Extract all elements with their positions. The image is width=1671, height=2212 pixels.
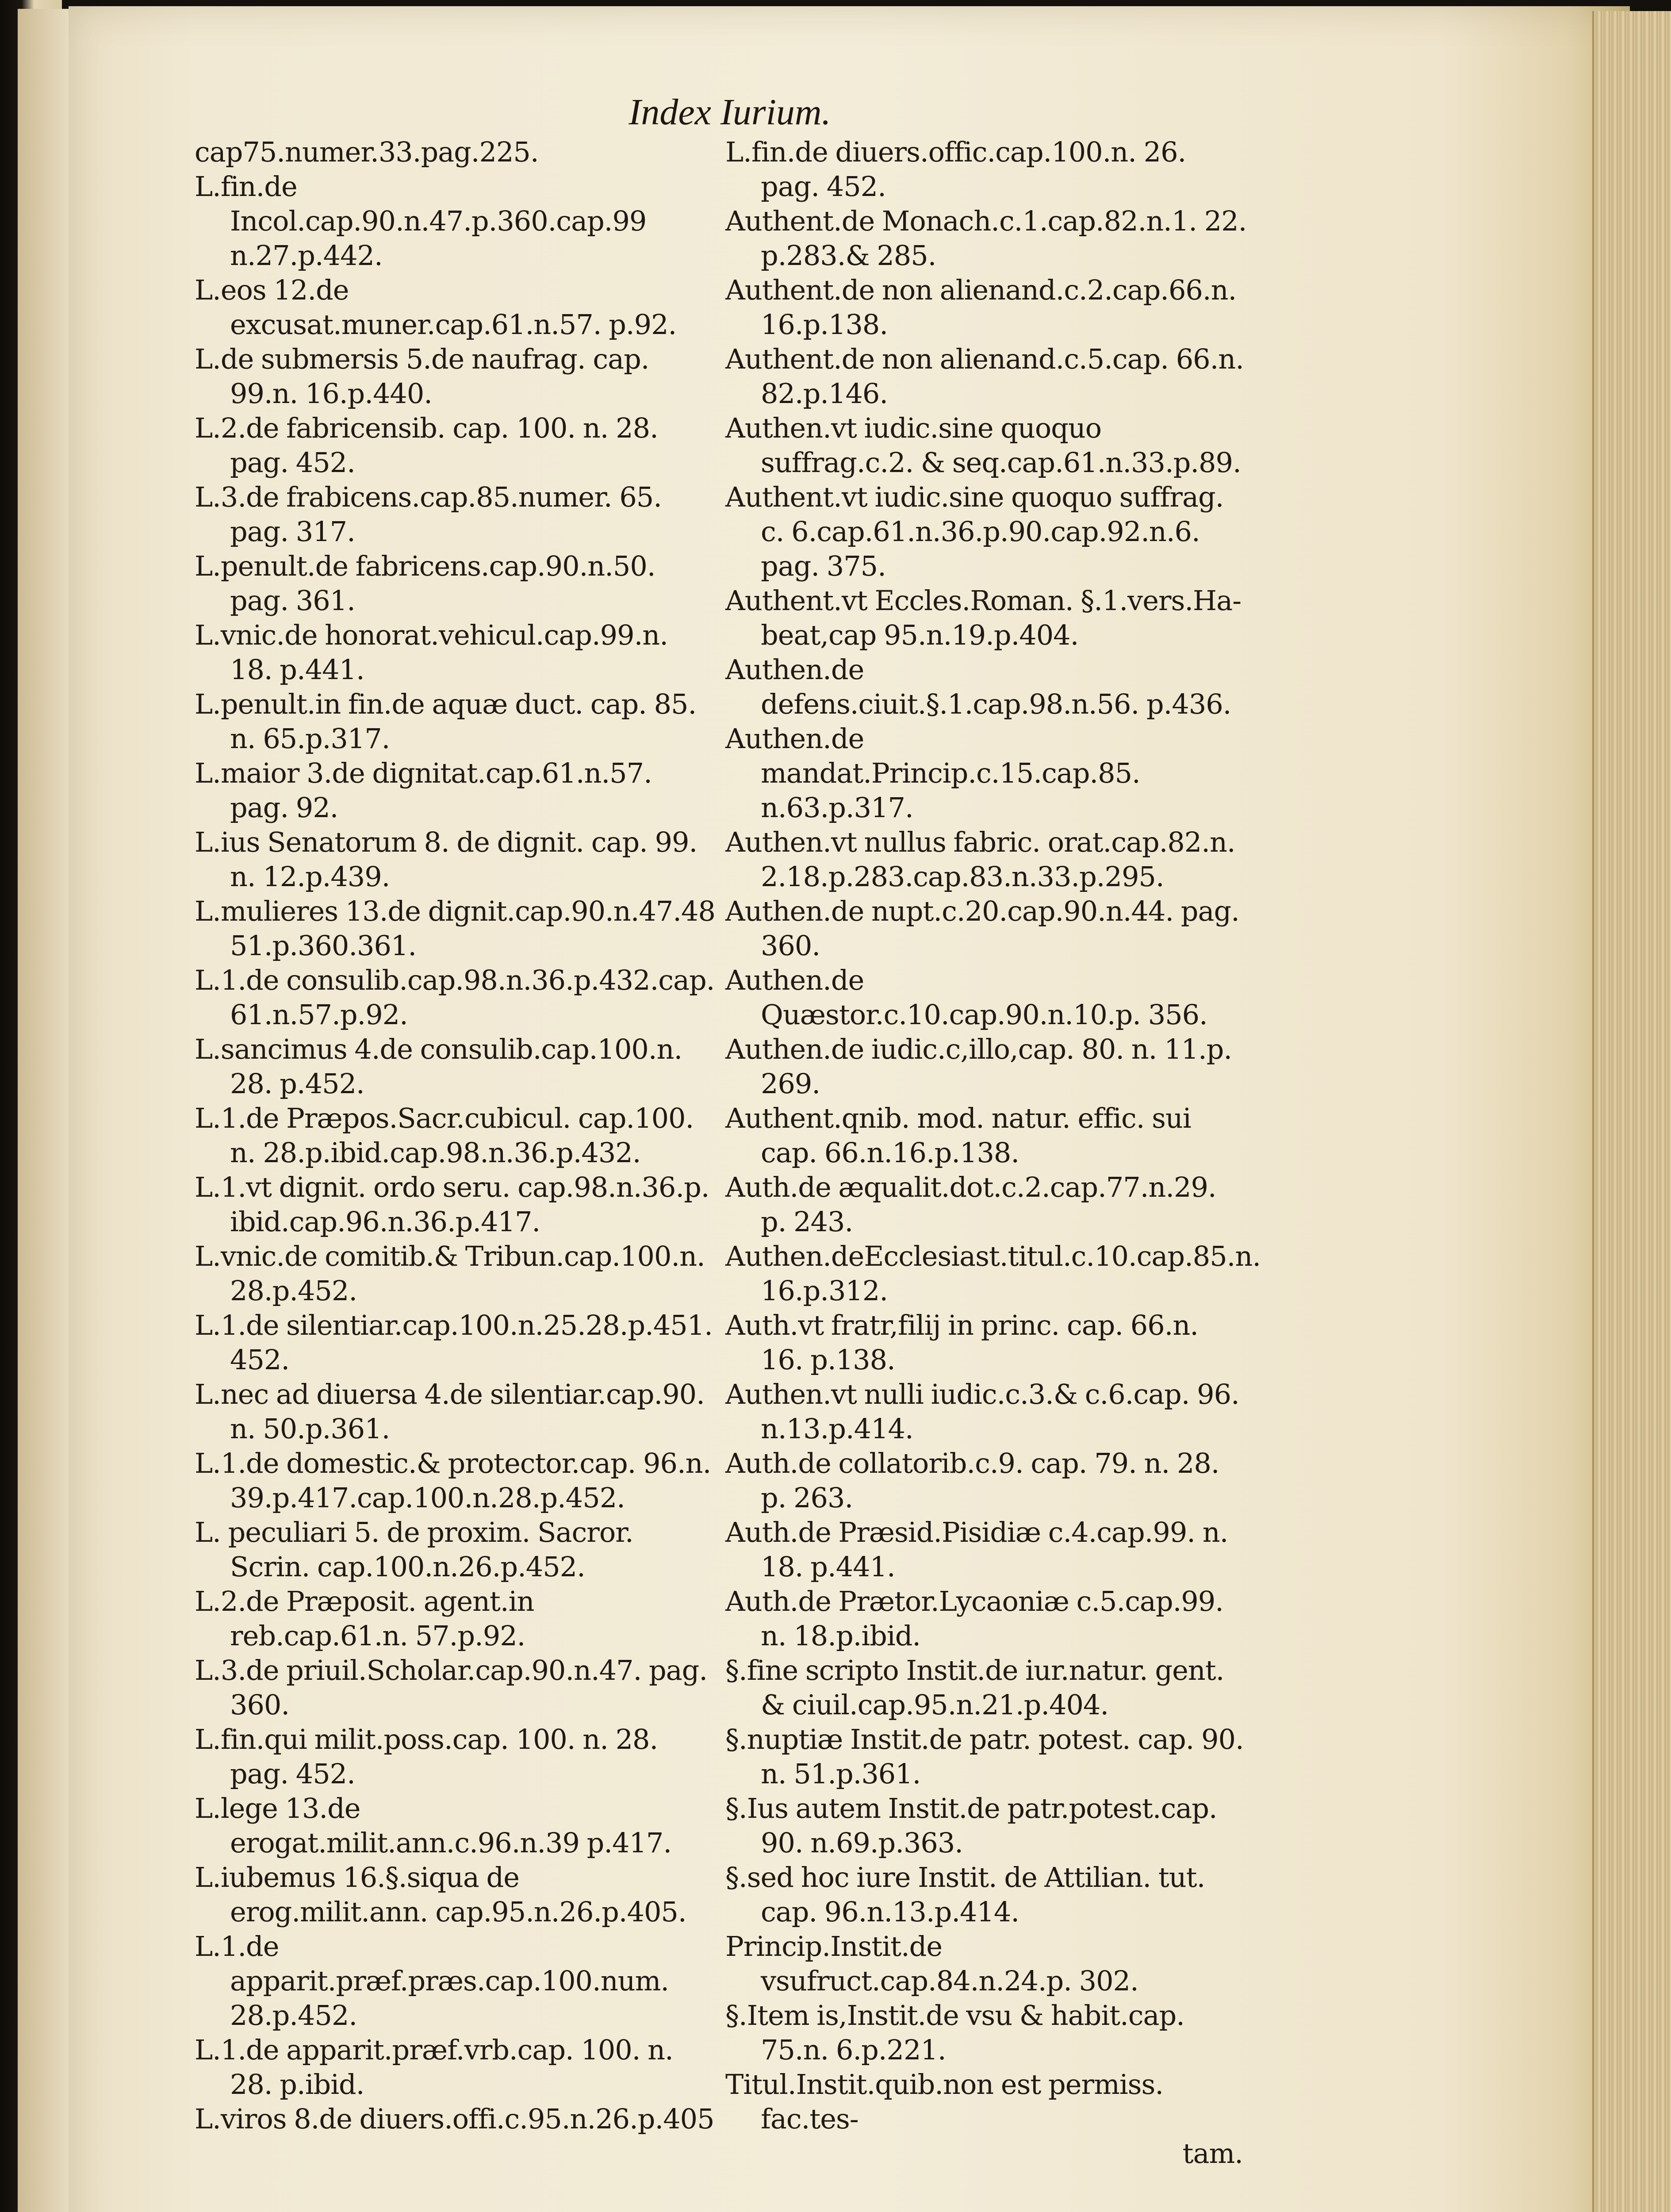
index-entry: Auth.de Prætor.Lycaoniæ c.5.cap.99. n. 18.p.ibid. bbox=[725, 1585, 1223, 1652]
index-entry: Titul.Instit.quib.non est permiss. fac.tes- bbox=[725, 2068, 1164, 2135]
index-entry: L.fin.qui milit.poss.cap. 100. n. 28. pag. 452. bbox=[195, 1723, 658, 1790]
facing-page-edge bbox=[18, 9, 71, 2212]
index-entry: L.maior 3.de dignitat.cap.61.n.57. pag. 92. bbox=[195, 757, 652, 824]
index-entry: Authen.de mandat.Princip.c.15.cap.85. n.63.p.317. bbox=[725, 722, 1140, 824]
index-entry: L.2.de Præposit. agent.in reb.cap.61.n. 57.p.92. bbox=[195, 1585, 534, 1652]
page-edges-right bbox=[1592, 11, 1671, 2212]
index-entry: §.Ius autem Instit.de patr.potest.cap. 90. n.69.p.363. bbox=[725, 1792, 1217, 1859]
index-entry: Authen.deEcclesiast.titul.c.10.cap.85.n. 16.p.312. bbox=[725, 1240, 1261, 1307]
index-entry: L.fin.de Incol.cap.90.n.47.p.360.cap.99 n.27.p.442. bbox=[195, 170, 647, 272]
index-entry: §.Item is,Instit.de vsu & habit.cap. 75.n. 6.p.221. bbox=[725, 1999, 1184, 2066]
index-entry: L.3.de priuil.Scholar.cap.90.n.47. pag. 360. bbox=[195, 1654, 708, 1721]
index-entry: Authen.de iudic.c,illo,cap. 80. n. 11.p. 269. bbox=[725, 1033, 1232, 1100]
index-entry: Auth.de Præsid.Pisidiæ c.4.cap.99. n. 18. p.441. bbox=[725, 1516, 1228, 1583]
index-entry: Auth.vt fratr,filij in princ. cap. 66.n. 16. p.138. bbox=[725, 1309, 1198, 1376]
index-entry: L.1.de apparit.præf.vrb.cap. 100. n. 28. p.ibid. bbox=[195, 2034, 673, 2101]
index-entry: Authent.de non alienand.c.5.cap. 66.n. 82.p.146. bbox=[725, 343, 1244, 410]
index-entry: Authen.de defens.ciuit.§.1.cap.98.n.56. p.436. bbox=[725, 653, 1231, 720]
index-entry: Authent.vt Eccles.Roman. §.1.vers.Ha- beat,cap 95.n.19.p.404. bbox=[725, 584, 1242, 651]
index-entry: §.sed hoc iure Instit. de Attilian. tut. cap. 96.n.13.p.414. bbox=[725, 1861, 1205, 1928]
index-entry: L.lege 13.de erogat.milit.ann.c.96.n.39 p.417. bbox=[195, 1792, 672, 1859]
index-entry: Authent.de non alienand.c.2.cap.66.n. 16.p.138. bbox=[725, 274, 1237, 341]
index-entry: L.fin.de diuers.offic.cap.100.n. 26. pag. 452. bbox=[725, 136, 1186, 203]
index-entry: Authent.vt iudic.sine quoquo suffrag. c. 6.cap.61.n.36.p.90.cap.92.n.6. pag. 375. bbox=[725, 481, 1224, 582]
index-entry: L.mulieres 13.de dignit.cap.90.n.47.48 51.p.360.361. bbox=[195, 895, 715, 962]
index-entry: L.viros 8.de diuers.offi.c.95.n.26.p.405 bbox=[195, 2103, 714, 2135]
index-entry: L.1.de domestic.& protector.cap. 96.n. 39.p.417.cap.100.n.28.p.452. bbox=[195, 1447, 711, 1514]
index-entry: L.vnic.de honorat.vehicul.cap.99.n. 18. p.441. bbox=[195, 619, 668, 686]
index-entry: L.ius Senatorum 8. de dignit. cap. 99. n. 12.p.439. bbox=[195, 826, 698, 893]
index-entry: L.1.de consulib.cap.98.n.36.p.432.cap. 61.n.57.p.92. bbox=[195, 964, 715, 1031]
index-entry: L.2.de fabricensib. cap. 100. n. 28. pag. 452. bbox=[195, 412, 658, 479]
index-entry: cap75.numer.33.pag.225. bbox=[195, 136, 539, 168]
index-entry: Authent.de Monach.c.1.cap.82.n.1. 22. p.283.& 285. bbox=[725, 205, 1247, 272]
index-entry: L.1.de apparit.præf.præs.cap.100.num. 28.p.452. bbox=[195, 1930, 669, 2032]
index-entry: Auth.de æqualit.dot.c.2.cap.77.n.29. p. 243. bbox=[725, 1171, 1216, 1238]
index-entry: Authen.de nupt.c.20.cap.90.n.44. pag. 360. bbox=[725, 895, 1239, 962]
index-column-right bbox=[725, 135, 1261, 2171]
index-entry: L.iubemus 16.§.siqua de erog.milit.ann. cap.95.n.26.p.405. bbox=[195, 1861, 686, 1928]
index-entry: L.vnic.de comitib.& Tribun.cap.100.n. 28.p.452. bbox=[195, 1240, 705, 1307]
index-entry: L.de submersis 5.de naufrag. cap. 99.n. 16.p.440. bbox=[195, 343, 649, 410]
index-entry: L.eos 12.de excusat.muner.cap.61.n.57. p.92. bbox=[195, 274, 677, 341]
index-entry: L.1.de Præpos.Sacr.cubicul. cap.100. n. 28.p.ibid.cap.98.n.36.p.432. bbox=[195, 1102, 694, 1169]
index-entry: §.nuptiæ Instit.de patr. potest. cap. 90. n. 51.p.361. bbox=[725, 1723, 1244, 1790]
running-head: Index Iurium. bbox=[629, 92, 831, 133]
index-entry: L.nec ad diuersa 4.de silentiar.cap.90. n. 50.p.361. bbox=[195, 1378, 705, 1445]
index-column-left bbox=[195, 135, 717, 2136]
index-entry: Authen.de Quæstor.c.10.cap.90.n.10.p. 356. bbox=[725, 964, 1207, 1031]
index-entry: §.fine scripto Instit.de iur.natur. gent. & ciuil.cap.95.n.21.p.404. bbox=[725, 1654, 1224, 1721]
catchword: tam. bbox=[1182, 2137, 1243, 2170]
index-entry: L.1.de silentiar.cap.100.n.25.28.p.451. 452. bbox=[195, 1309, 713, 1376]
index-entry: L.1.vt dignit. ordo seru. cap.98.n.36.p. ibid.cap.96.n.36.p.417. bbox=[195, 1171, 709, 1238]
index-entry: L.3.de frabicens.cap.85.numer. 65. pag. 317. bbox=[195, 481, 662, 548]
index-entry: Authen.vt iudic.sine quoquo suffrag.c.2. & seq.cap.61.n.33.p.89. bbox=[725, 412, 1241, 479]
index-entry: L.penult.in fin.de aquæ duct. cap. 85. n. 65.p.317. bbox=[195, 688, 697, 755]
index-entry: L.penult.de fabricens.cap.90.n.50. pag. 361. bbox=[195, 550, 655, 617]
index-entry: Authent.qnib. mod. natur. effic. sui cap. 66.n.16.p.138. bbox=[725, 1102, 1191, 1169]
index-entry: Princip.Instit.de vsufruct.cap.84.n.24.p. 302. bbox=[725, 1930, 1138, 1997]
index-entry: Authen.vt nulli iudic.c.3.& c.6.cap. 96. n.13.p.414. bbox=[725, 1378, 1239, 1445]
index-entry: Authen.vt nullus fabric. orat.cap.82.n. 2.18.p.283.cap.83.n.33.p.295. bbox=[725, 826, 1235, 893]
index-entry: L.sancimus 4.de consulib.cap.100.n. 28. p.452. bbox=[195, 1033, 682, 1100]
index-entry: Auth.de collatorib.c.9. cap. 79. n. 28. p. 263. bbox=[725, 1447, 1219, 1514]
index-entry: L. peculiari 5. de proxim. Sacror. Scrin. cap.100.n.26.p.452. bbox=[195, 1516, 633, 1583]
